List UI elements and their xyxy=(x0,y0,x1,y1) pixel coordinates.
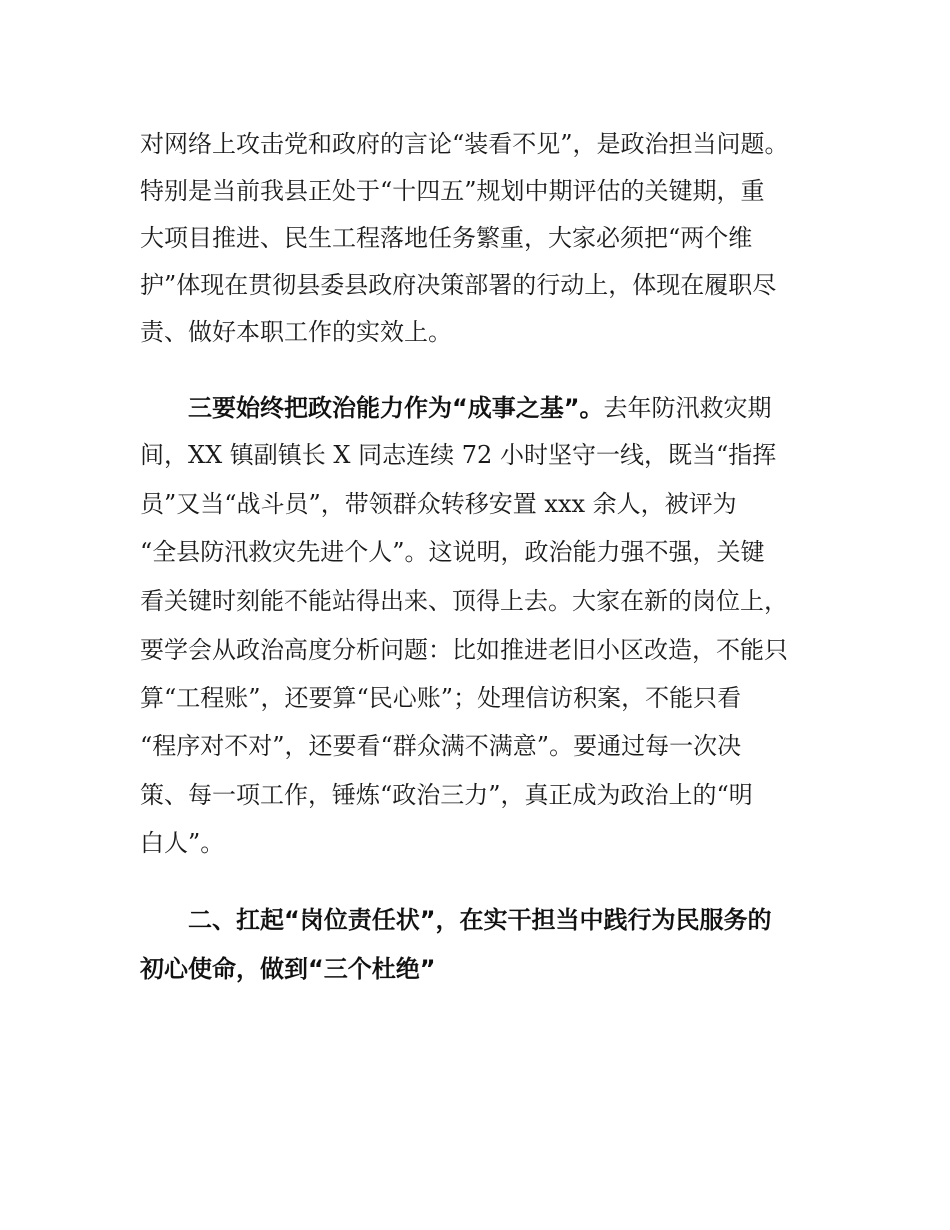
section-heading-line-2: 初心使命，做到“三个杜绝” xyxy=(140,955,436,983)
paragraph-1-line-4: 护”体现在贯彻县委县政府决策部署的行动上，体现在履职尽 xyxy=(140,271,777,299)
paragraph-1-line-3: 大项目推进、民生工程落地任务繁重，大家必须把“两个维 xyxy=(140,224,753,252)
paragraph-2-line-1-text: 去年防汛救灾期 xyxy=(603,394,772,422)
paragraph-2-line-8: “程序对不对”，还要看“群众满不满意”。要通过每一次决 xyxy=(140,732,742,760)
paragraph-2-line-9: 策、每一项工作，锤炼“政治三力”，真正成为政治上的“明 xyxy=(140,781,753,809)
paragraph-2-line-3: 员”又当“战斗员”，带领群众转移安置 xxx 余人，被评为 xyxy=(140,490,737,518)
paragraph-1-line-5: 责、做好本职工作的实效上。 xyxy=(140,318,452,346)
paragraph-1-line-1: 对网络上攻击党和政府的言论“装看不见”，是政治担当问题。 xyxy=(140,130,789,158)
paragraph-2-heading: 三要始终把政治能力作为“成事之基”。 xyxy=(188,394,604,422)
paragraph-2-line-10: 白人”。 xyxy=(140,829,225,857)
section-heading-line-1: 二、扛起“岗位责任状”，在实干担当中践行为民服务的 xyxy=(188,906,772,934)
paragraph-2-line-1 xyxy=(188,390,772,426)
paragraph-2-line-5: 看关键时刻能不能站得出来、顶得上去。大家在新的岗位上， xyxy=(140,587,788,615)
paragraph-2-line-4: “全县防汛救灾先进个人”。这说明，政治能力强不强，关键 xyxy=(140,538,765,566)
paragraph-2-line-7: 算“工程账”，还要算“民心账”；处理信访积案，不能只看 xyxy=(140,684,742,712)
paragraph-2-line-2: 间，XX 镇副镇长 X 同志连续 72 小时坚守一线，既当“指挥 xyxy=(140,441,777,469)
paragraph-2-line-6: 要学会从政治高度分析问题：比如推进老旧小区改造，不能只 xyxy=(140,636,788,664)
paragraph-1-line-2: 特别是当前我县正处于“十四五”规划中期评估的关键期，重 xyxy=(140,177,765,205)
